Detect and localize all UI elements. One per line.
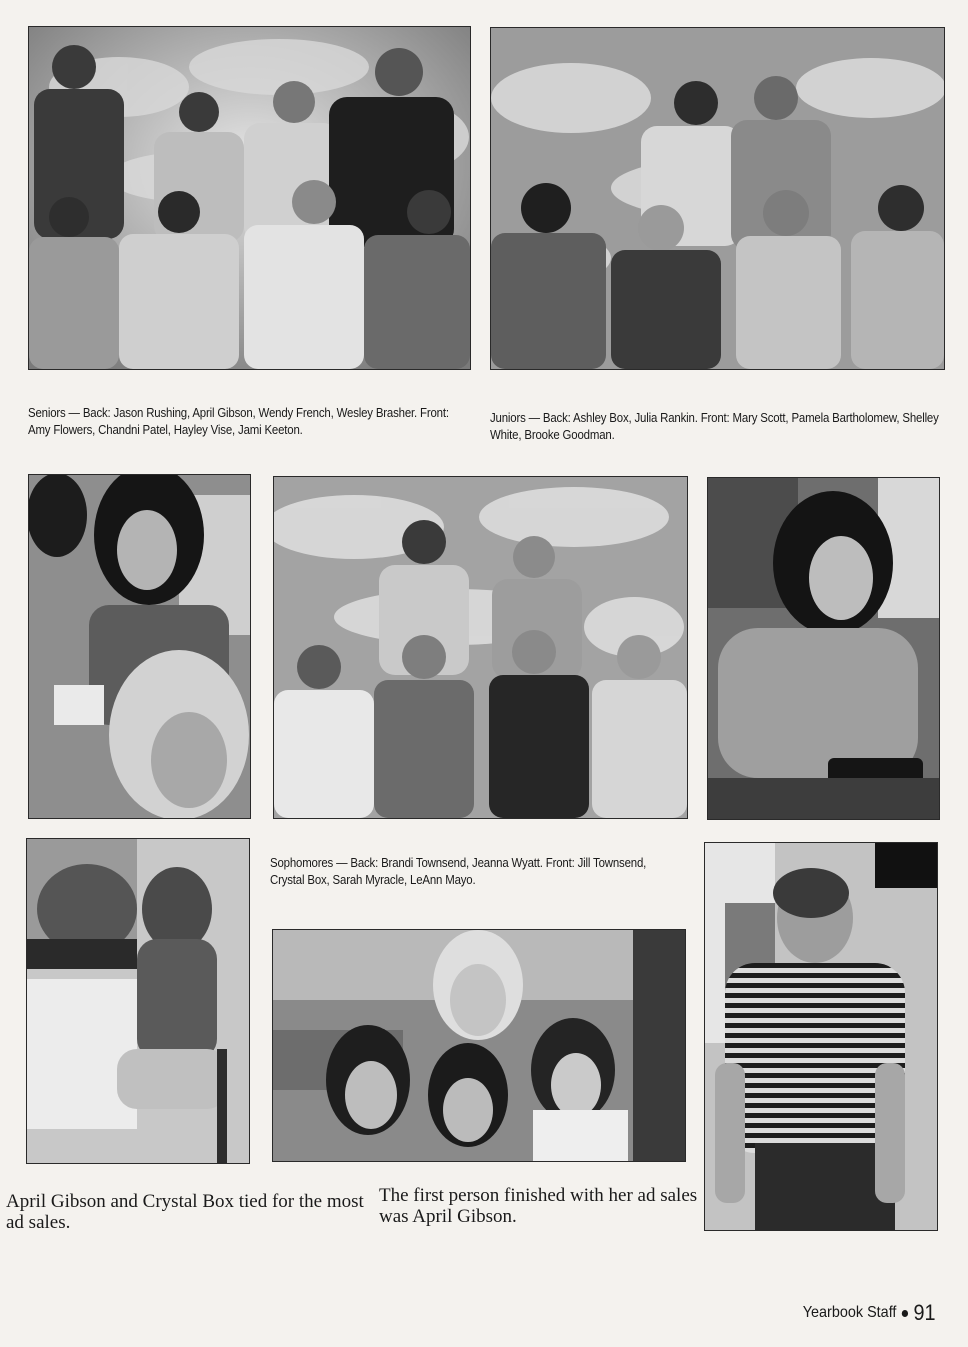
juniors-group-photo <box>490 27 945 370</box>
first-finished-caption: The first person finished with her ad sales was April Gibson. <box>379 1185 698 1227</box>
candid-photo-boy-striped-shirt <box>704 842 938 1231</box>
section-name: Yearbook Staff <box>803 1304 897 1321</box>
page-folio <box>803 1300 936 1326</box>
ad-sales-tie-caption: April Gibson and Crystal Box tied for the most ad sales. <box>6 1191 364 1233</box>
seniors-caption: Seniors — Back: Jason Rushing, April Gibson, Wendy French, Wesley Brasher. Front: Amy Flowers, Chandni Patel, Hayley Vise, Jami Keeton. <box>28 405 449 437</box>
candid-photo-classroom-girls <box>28 474 251 819</box>
page-number: 91 <box>913 1300 936 1325</box>
candid-photo-girl-seated <box>26 838 250 1164</box>
sophomores-group-photo <box>273 476 688 819</box>
seniors-group-photo <box>28 26 471 370</box>
candid-photo-four-girls <box>272 929 686 1162</box>
sophomores-caption: Sophomores — Back: Brandi Townsend, Jeanna Wyatt. Front: Jill Townsend, Crystal Box, Sarah Myracle, LeAnn Mayo. <box>270 855 647 887</box>
candid-photo-girl-at-desk <box>707 477 940 820</box>
juniors-caption: Juniors — Back: Ashley Box, Julia Rankin. Front: Mary Scott, Pamela Bartholomew, Shelley White, Brooke Goodman. <box>490 410 939 442</box>
bullet-icon <box>902 1310 908 1317</box>
